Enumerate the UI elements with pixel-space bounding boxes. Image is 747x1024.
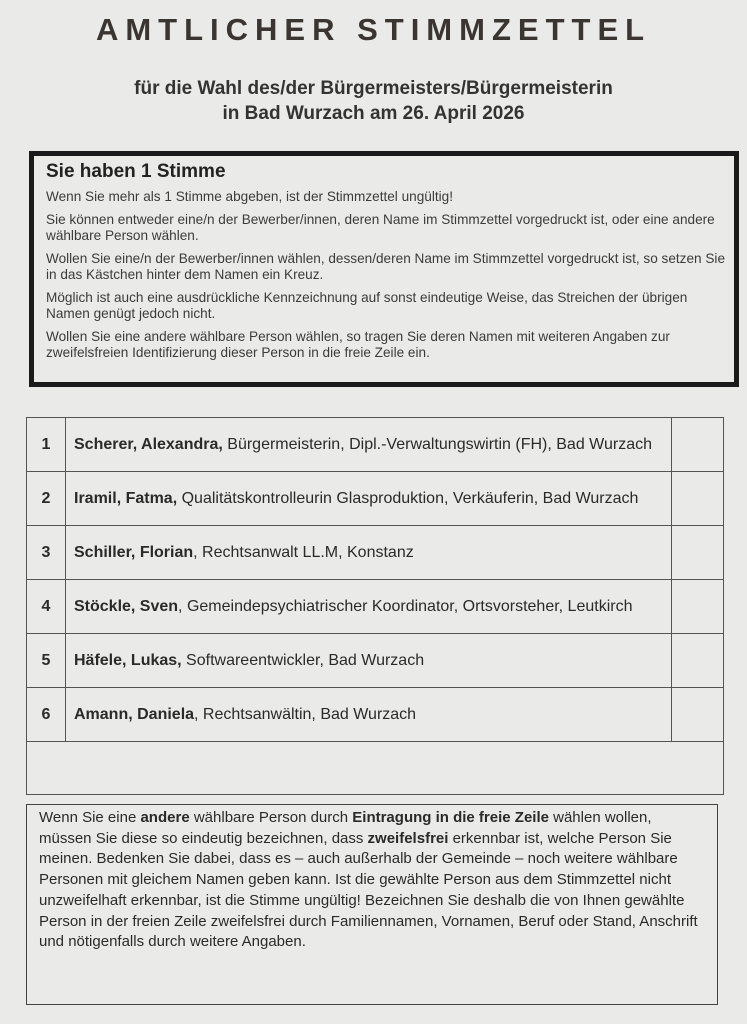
vote-checkbox[interactable] xyxy=(672,526,724,580)
candidate-details: , Gemeindepsychiatrischer Koordinator, Ortsvorsteher, Leutkirch xyxy=(178,597,633,615)
votes-heading: Sie haben 1 Stimme xyxy=(46,161,226,182)
candidate-entry xyxy=(66,634,672,688)
candidate-entry xyxy=(66,472,672,526)
candidate-entry xyxy=(66,580,672,634)
notice-emphasis: andere xyxy=(140,809,190,826)
vote-checkbox[interactable] xyxy=(672,688,724,742)
candidate-row xyxy=(27,634,724,688)
vote-checkbox[interactable] xyxy=(672,472,724,526)
candidate-name: Häfele, Lukas, xyxy=(74,651,182,669)
candidate-name: Iramil, Fatma, xyxy=(74,489,178,507)
notice-emphasis: Eintragung in die freie Zeile xyxy=(352,809,549,826)
instruction-paragraph: Sie können entweder eine/n der Bewerber/innen, deren Name im Stimmzettel vorgedruckt ist, oder eine andere wählbare Person wählen. xyxy=(46,211,715,243)
notice-emphasis: zweifelsfrei xyxy=(367,829,449,847)
candidate-name: Amann, Daniela xyxy=(74,705,195,723)
candidate-number: 5 xyxy=(27,634,66,688)
candidate-name: Stöckle, Sven xyxy=(74,597,179,615)
instruction-paragraph: Wenn Sie mehr als 1 Stimme abgeben, ist der Stimmzettel ungültig! xyxy=(46,189,453,204)
candidate-number: 2 xyxy=(27,472,66,526)
candidate-row xyxy=(27,418,724,472)
candidate-details: Qualitätskontrolleurin Glasproduktion, Verkäuferin, Bad Wurzach xyxy=(177,489,639,507)
candidate-entry xyxy=(66,688,672,742)
write-in-notice xyxy=(26,804,718,1005)
candidate-table xyxy=(26,417,724,795)
candidate-row xyxy=(27,580,724,634)
ballot-title: AMTLICHER STIMMZETTEL xyxy=(95,12,652,47)
instruction-paragraph: Wollen Sie eine/n der Bewerber/innen wählen, dessen/deren Name im Stimmzettel vorgedruckt ist, so setzen Sie in das Kästchen hinter dem Namen ein Kreuz. xyxy=(46,250,726,282)
notice-text: Wenn Sie eine xyxy=(39,809,141,826)
notice-text: wählbare Person durch xyxy=(189,809,353,826)
free-write-in-row xyxy=(27,742,724,795)
vote-checkbox[interactable] xyxy=(672,418,724,472)
candidate-number: 6 xyxy=(27,688,66,742)
candidate-row xyxy=(27,688,724,742)
instruction-paragraph: Möglich ist auch eine ausdrückliche Kennzeichnung auf sonst eindeutige Weise, das Streichen der übrigen Namen genügt jedoch nicht. xyxy=(46,289,688,321)
instruction-paragraph: Wollen Sie eine andere wählbare Person wählen, so tragen Sie deren Namen mit weiteren Angaben zur zweifelsfreien Identifizierung dieser Person in die freie Zeile ein. xyxy=(46,328,670,360)
candidate-entry xyxy=(66,418,672,472)
candidate-details: , Rechtsanwältin, Bad Wurzach xyxy=(194,705,417,723)
candidate-row xyxy=(27,526,724,580)
candidate-name: Schiller, Florian xyxy=(74,543,194,561)
candidate-number: 1 xyxy=(27,418,66,472)
vote-checkbox[interactable] xyxy=(672,634,724,688)
notice-text: erkennbar ist, welche Person Sie meinen. Bedenken Sie dabei, dass es – auch außerhalb der Gemeinde – noch weitere wählbare Personen mit gleichem Namen geben kann. Ist die gewählte Person aus dem Stimmzettel nicht unzweifelhaft erkennbar, ist die Stimme ungültig! Bezeichnen Sie deshalb die von Ihnen gewählte Person in der freien Zeile zweifelsfrei durch Familiennamen, Vornamen, Beruf oder Stand, Anschrift und nötigenfalls durch weitere Angaben. xyxy=(39,829,698,951)
voting-instructions-box xyxy=(29,151,739,387)
write-in-field[interactable] xyxy=(27,742,724,795)
candidate-details: , Rechtsanwalt LL.M, Konstanz xyxy=(193,543,414,561)
ballot-subtitle xyxy=(0,76,747,126)
candidate-details: Bürgermeisterin, Dipl.-Verwaltungswirtin (FH), Bad Wurzach xyxy=(222,435,652,453)
candidate-row xyxy=(27,472,724,526)
vote-checkbox[interactable] xyxy=(672,580,724,634)
candidate-number: 3 xyxy=(27,526,66,580)
candidate-name: Scherer, Alexandra, xyxy=(74,435,223,453)
notice-text: wählen wollen, müssen Sie diese so eindeutig bezeichnen, dass xyxy=(39,809,652,847)
candidate-details: Softwareentwickler, Bad Wurzach xyxy=(181,651,425,669)
subtitle-line-1: für die Wahl des/der Bürgermeisters/Bürgermeisterin xyxy=(134,78,613,99)
candidate-number: 4 xyxy=(27,580,66,634)
subtitle-line-2: in Bad Wurzach am 26. April 2026 xyxy=(222,103,525,124)
candidate-entry xyxy=(66,526,672,580)
